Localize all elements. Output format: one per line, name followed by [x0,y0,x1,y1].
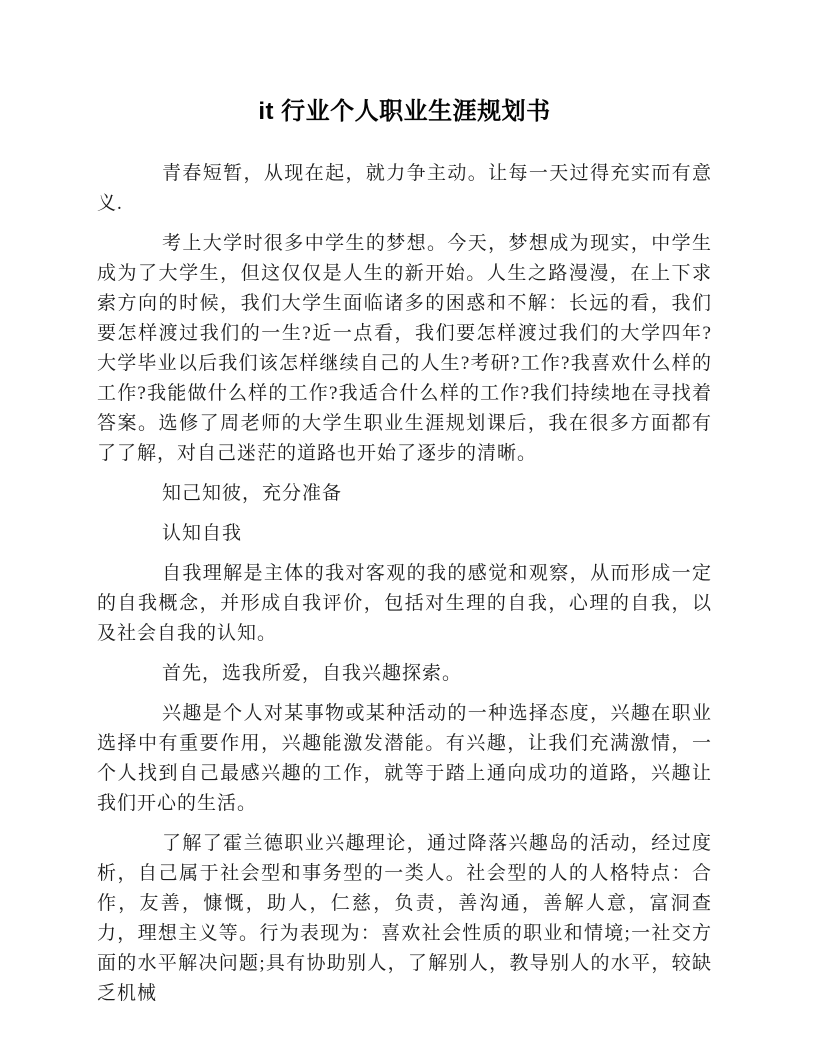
document-title: it 行业个人职业生涯规划书 [258,98,551,125]
heading-self-cognition: 认知自我 [162,523,243,544]
paragraph-college-dream: 考上大学时很多中学生的梦想。今天，梦想成为现实，中学生成为了大学生，但这仅仅是人生的新开始。人生之路漫漫，在上下求索方向的时候，我们大学生面临诸多的困惑和不解：长远的看，我们要怎样渡过我们的一生?近一点看，我们要怎样渡过我们的大学四年?大学毕业以后我们该怎样继续自己的人生?考研?工作?我喜欢什么样的工作?我能做什么样的工作?我适合什么样的工作?我们持续地在寻找着答案。选修了周老师的大学生职业生涯规划课后，我在很多方面都有了了解，对自己迷茫的道路也开始了逐步的清晰。 [97,233,712,464]
paragraph-holland-theory: 了解了霍兰德职业兴趣理论，通过降落兴趣岛的活动，经过度析，自己属于社会型和事务型的一类人。社会型的人的人格特点：合作，友善，慷慨，助人，仁慈，负责，善沟通，善解人意，富洞查力，理想主义等。行为表现为：喜欢社会性质的职业和情境;一社交方面的水平解决问题;具有协助别人，了解别人，教导别人的水平，较缺乏机械 [97,833,712,1004]
paragraph-interest-role: 兴趣是个人对某事物或某种活动的一种选择态度，兴趣在职业选择中有重要作用，兴趣能激发潜能。有兴趣，让我们充满激情，一个人找到自己最感兴趣的工作，就等于踏上通向成功的道路，兴趣让我们开心的生活。 [97,703,712,814]
heading-know-yourself-prepare: 知己知彼，充分准备 [162,483,343,504]
heading-interest-exploration: 首先，选我所爱，自我兴趣探索。 [162,663,463,684]
paragraph-opening-motto: 青春短暂，从现在起，就力争主动。让每一天过得充实而有意义. [97,163,712,214]
paragraph-self-understanding: 自我理解是主体的我对客观的我的感觉和观察，从而形成一定的自我概念，并形成自我评价，包括对生理的自我，心理的自我，以及社会自我的认知。 [97,563,712,644]
